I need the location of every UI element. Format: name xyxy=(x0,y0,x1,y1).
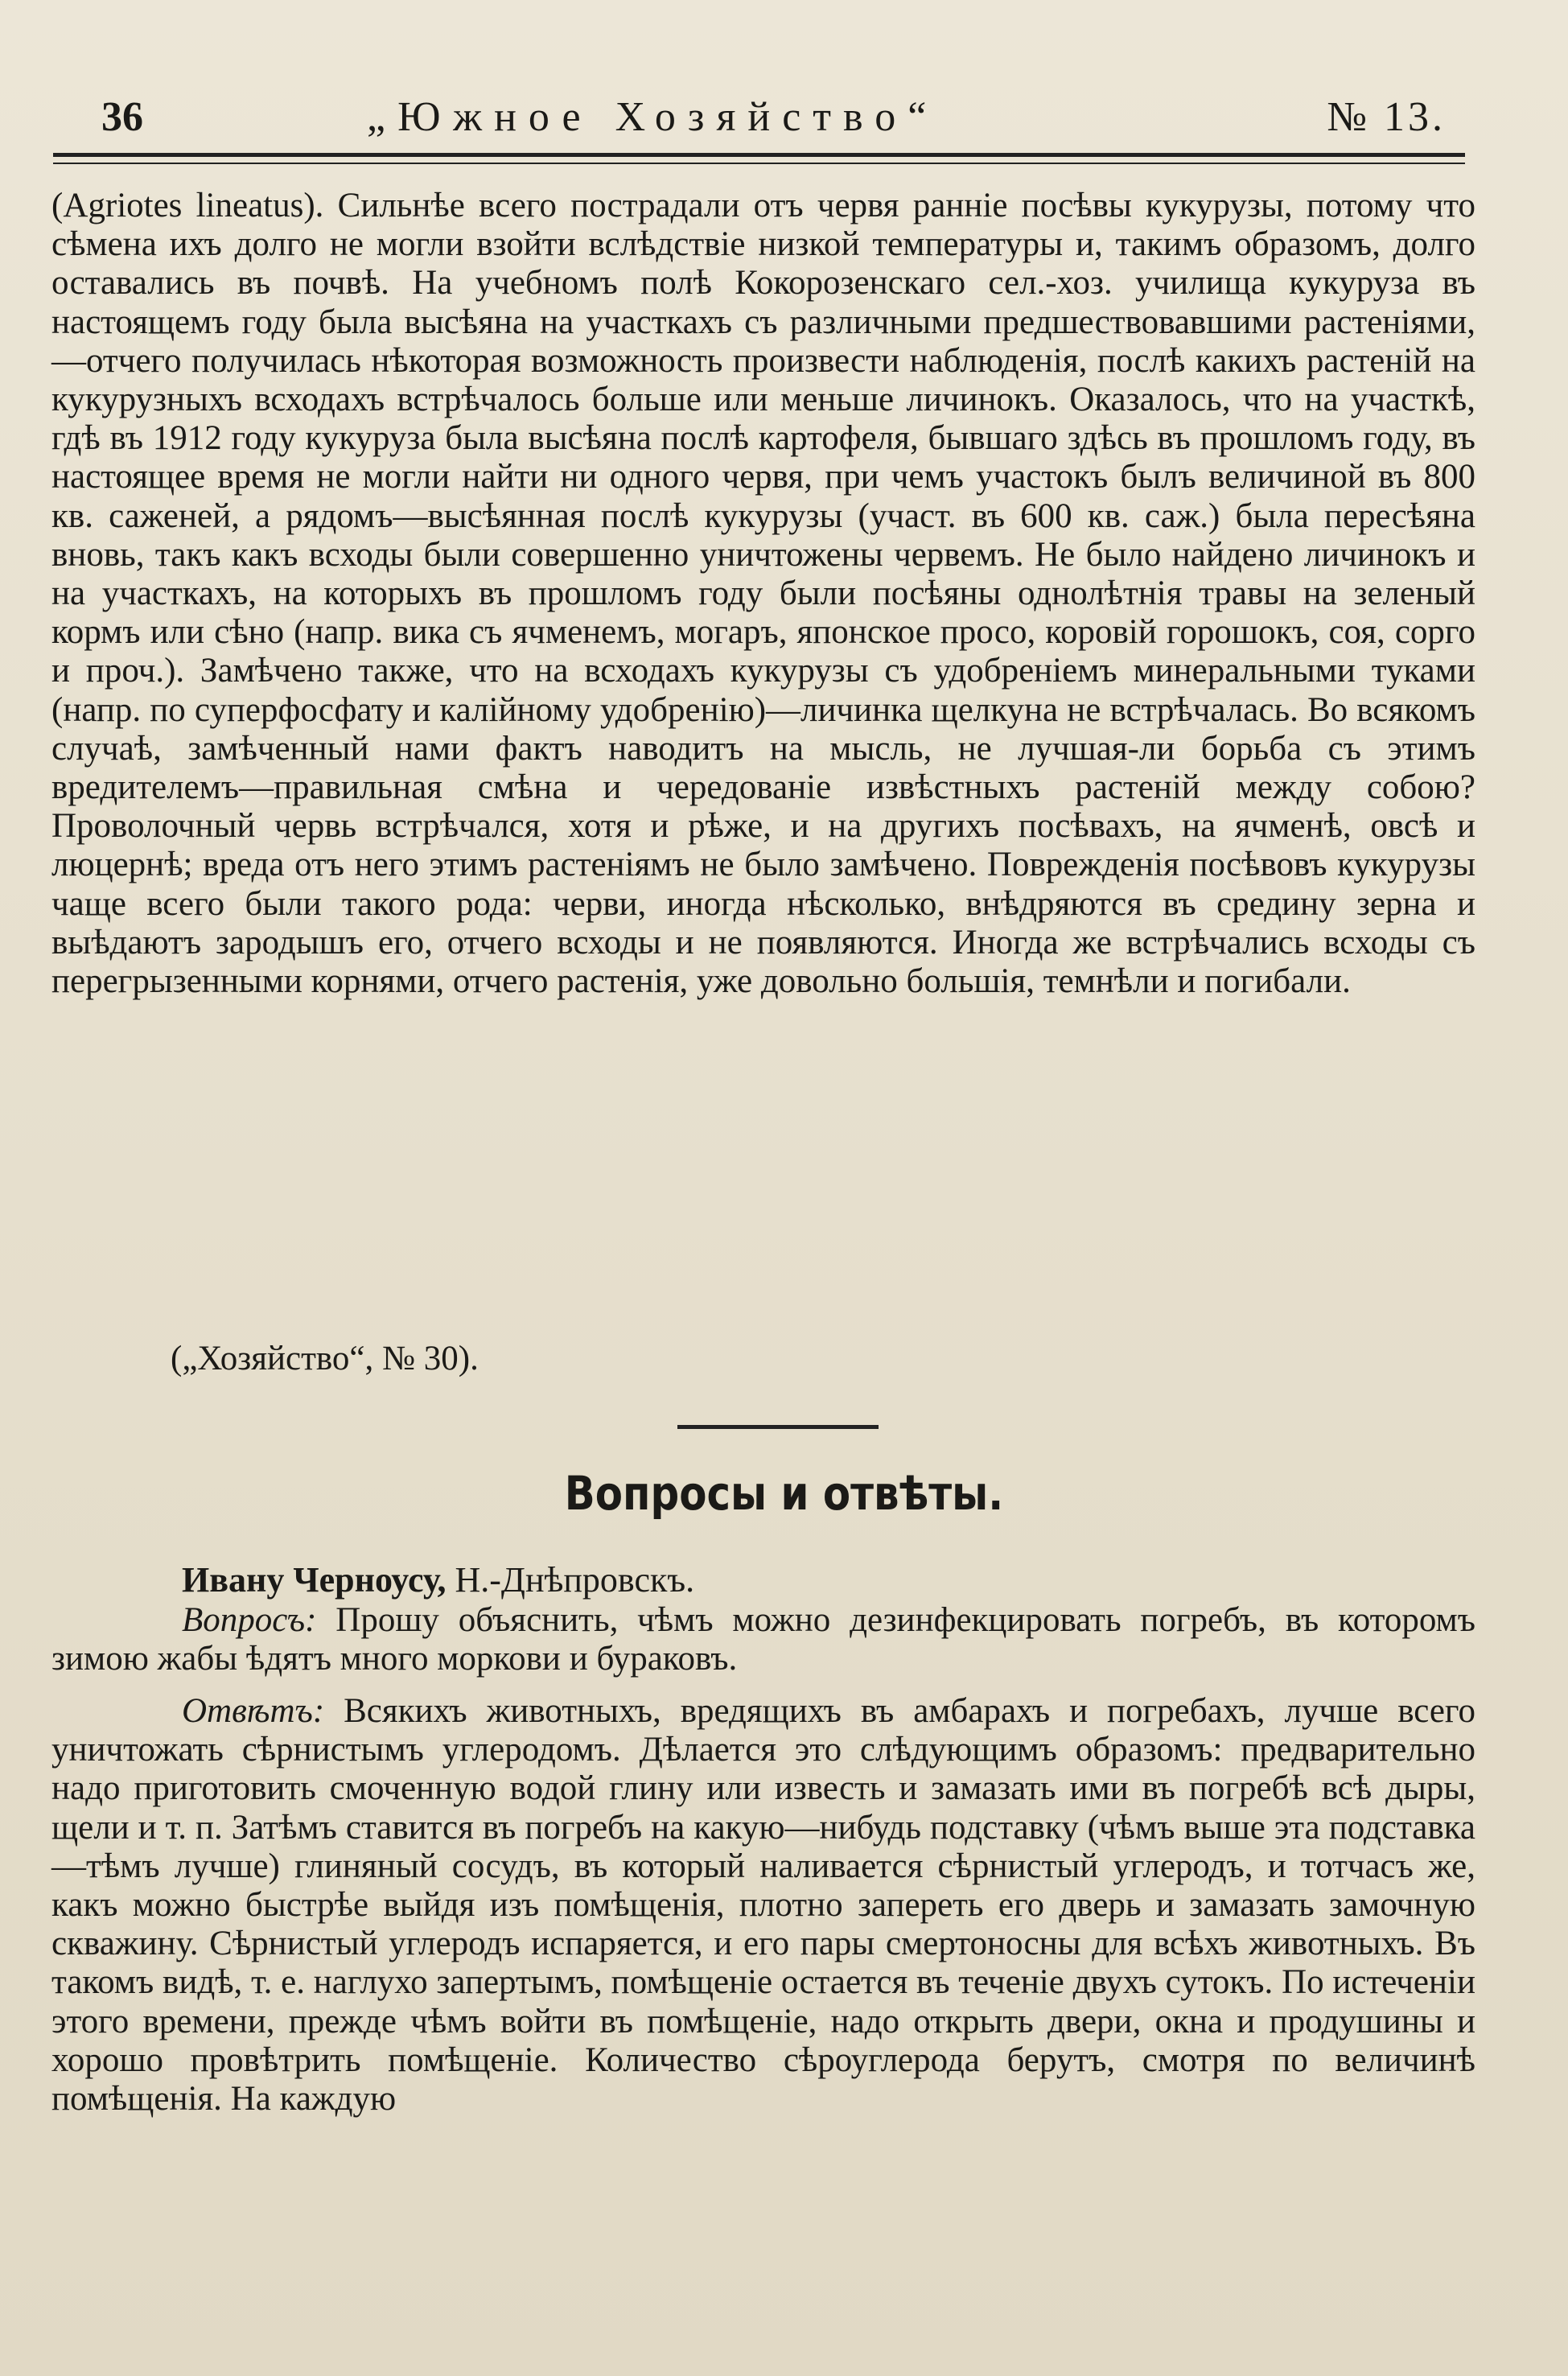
section-title: Вопросы и отвѣты. xyxy=(564,1466,1004,1521)
addressee-line xyxy=(182,1561,694,1600)
page-number: 36 xyxy=(101,94,143,140)
section-separator xyxy=(677,1425,879,1429)
question-text: Прошу объяснить, чѣмъ можно дезинфекцировать погребъ, въ которомъ зимою жабы ѣдятъ много моркови и бураковъ. xyxy=(51,1601,1476,1678)
article-paragraph: (Agriotes lineatus). Сильнѣе всего пострадали отъ червя ранніе посѣвы кукурузы, потому что сѣмена ихъ долго не могли взойти вслѣдствіе низкой температуры и, такимъ образомъ, долго оставались въ почвѣ. На учебномъ полѣ Кокорозенскаго сел.-хоз. училища кукуруза въ настоящемъ году была высѣяна на участкахъ съ различными предшествовавшими растеніями,—отчего получилась нѣкоторая возможность произвести наблюденія, послѣ какихъ растеній на кукурузныхъ всходахъ встрѣчалось больше или меньше личинокъ. Оказалось, что на участкѣ, гдѣ въ 1912 году кукуруза была высѣяна послѣ картофеля, бывшаго здѣсь въ прошломъ году, въ настоящее время не могли найти ни одного червя, при чемъ участокъ былъ величиной въ 800 кв. саженей, а рядомъ—высѣянная послѣ кукурузы (участ. въ 600 кв. саж.) была пересѣяна вновь, такъ какъ всходы были совершенно уничтожены червемъ. Не было найдено личинокъ и на участкахъ, на которыхъ въ прошломъ году были посѣяны однолѣтнія травы на зеленый кормъ или сѣно (напр. вика съ ячменемъ, могаръ, японское просо, коровій горошокъ, соя, сорго и проч.). Замѣчено также, что на всходахъ кукурузы съ удобреніемъ минеральными туками (напр. по суперфосфату и калійному удобренію)—личинка щелкуна не встрѣчалась. Во всякомъ случаѣ, замѣченный нами фактъ наводитъ на мысль, не лучшая-ли борьба съ этимъ вредителемъ—правильная смѣна и чередованіе извѣстныхъ растеній между собою? Проволочный червь встрѣчался, хотя и рѣже, и на другихъ посѣвахъ, на ячменѣ, овсѣ и люцернѣ; вреда отъ него этимъ растеніямъ не было замѣчено. Поврежденія посѣвовъ кукурузы чаще всего были такого рода: черви, иногда нѣсколько, внѣдряются въ средину зерна и выѣдаютъ зародышъ его, отчего всходы и не появляются. Иногда же встрѣчались всходы съ перегрызенными корнями, отчего растенія, уже довольно большія, темнѣли и погибали. xyxy=(51,187,1475,1001)
header-rule-thin xyxy=(53,163,1465,164)
issue-number: № 13. xyxy=(1327,94,1446,140)
question-label: Вопросъ: xyxy=(182,1601,317,1639)
addressee-name: Ивану Черноусу, xyxy=(182,1560,447,1600)
question-paragraph xyxy=(51,1601,1475,1678)
answer-paragraph xyxy=(51,1692,1475,2119)
page-header xyxy=(53,87,1465,151)
addressee-place: Н.-Днѣпровскъ. xyxy=(455,1560,695,1600)
journal-title: „Южное Хозяйство“ xyxy=(367,94,939,140)
header-rule xyxy=(53,153,1465,157)
article-source: („Хозяйство“, № 30). xyxy=(171,1340,479,1377)
answer-text: Всякихъ животныхъ, вредящихъ въ амбарахъ и погребахъ, лучше всего уничтожать сѣрнистымъ углеродомъ. Дѣлается это слѣдующимъ образомъ: предварительно надо приготовить смоченную водой глину или известь и замазать ими въ погребѣ всѣ дыры, щели и т. п. Затѣмъ ставится въ погребъ на какую—нибудь подставку (чѣмъ выше эта подставка—тѣмъ лучше) глиняный сосудъ, въ который наливается сѣрнистый углеродъ, и тотчасъ же, какъ можно быстрѣе выйдя изъ помѣщенія, плотно запереть его дверь и замазать замочную скважину. Сѣрнистый углеродъ испаряется, и его пары смертоносны для всѣхъ животныхъ. Въ такомъ видѣ, т. е. наглухо запертымъ, помѣщеніе остается въ теченіе двухъ сутокъ. По истеченіи этого времени, прежде чѣмъ войти въ помѣщеніе, надо открыть двери, окна и продушины и хорошо провѣтрить помѣщеніе. Количество сѣроуглерода берутъ, смотря по величинѣ помѣщенія. На каждую xyxy=(51,1692,1476,2119)
answer-label: Отвѣтъ: xyxy=(182,1692,325,1730)
